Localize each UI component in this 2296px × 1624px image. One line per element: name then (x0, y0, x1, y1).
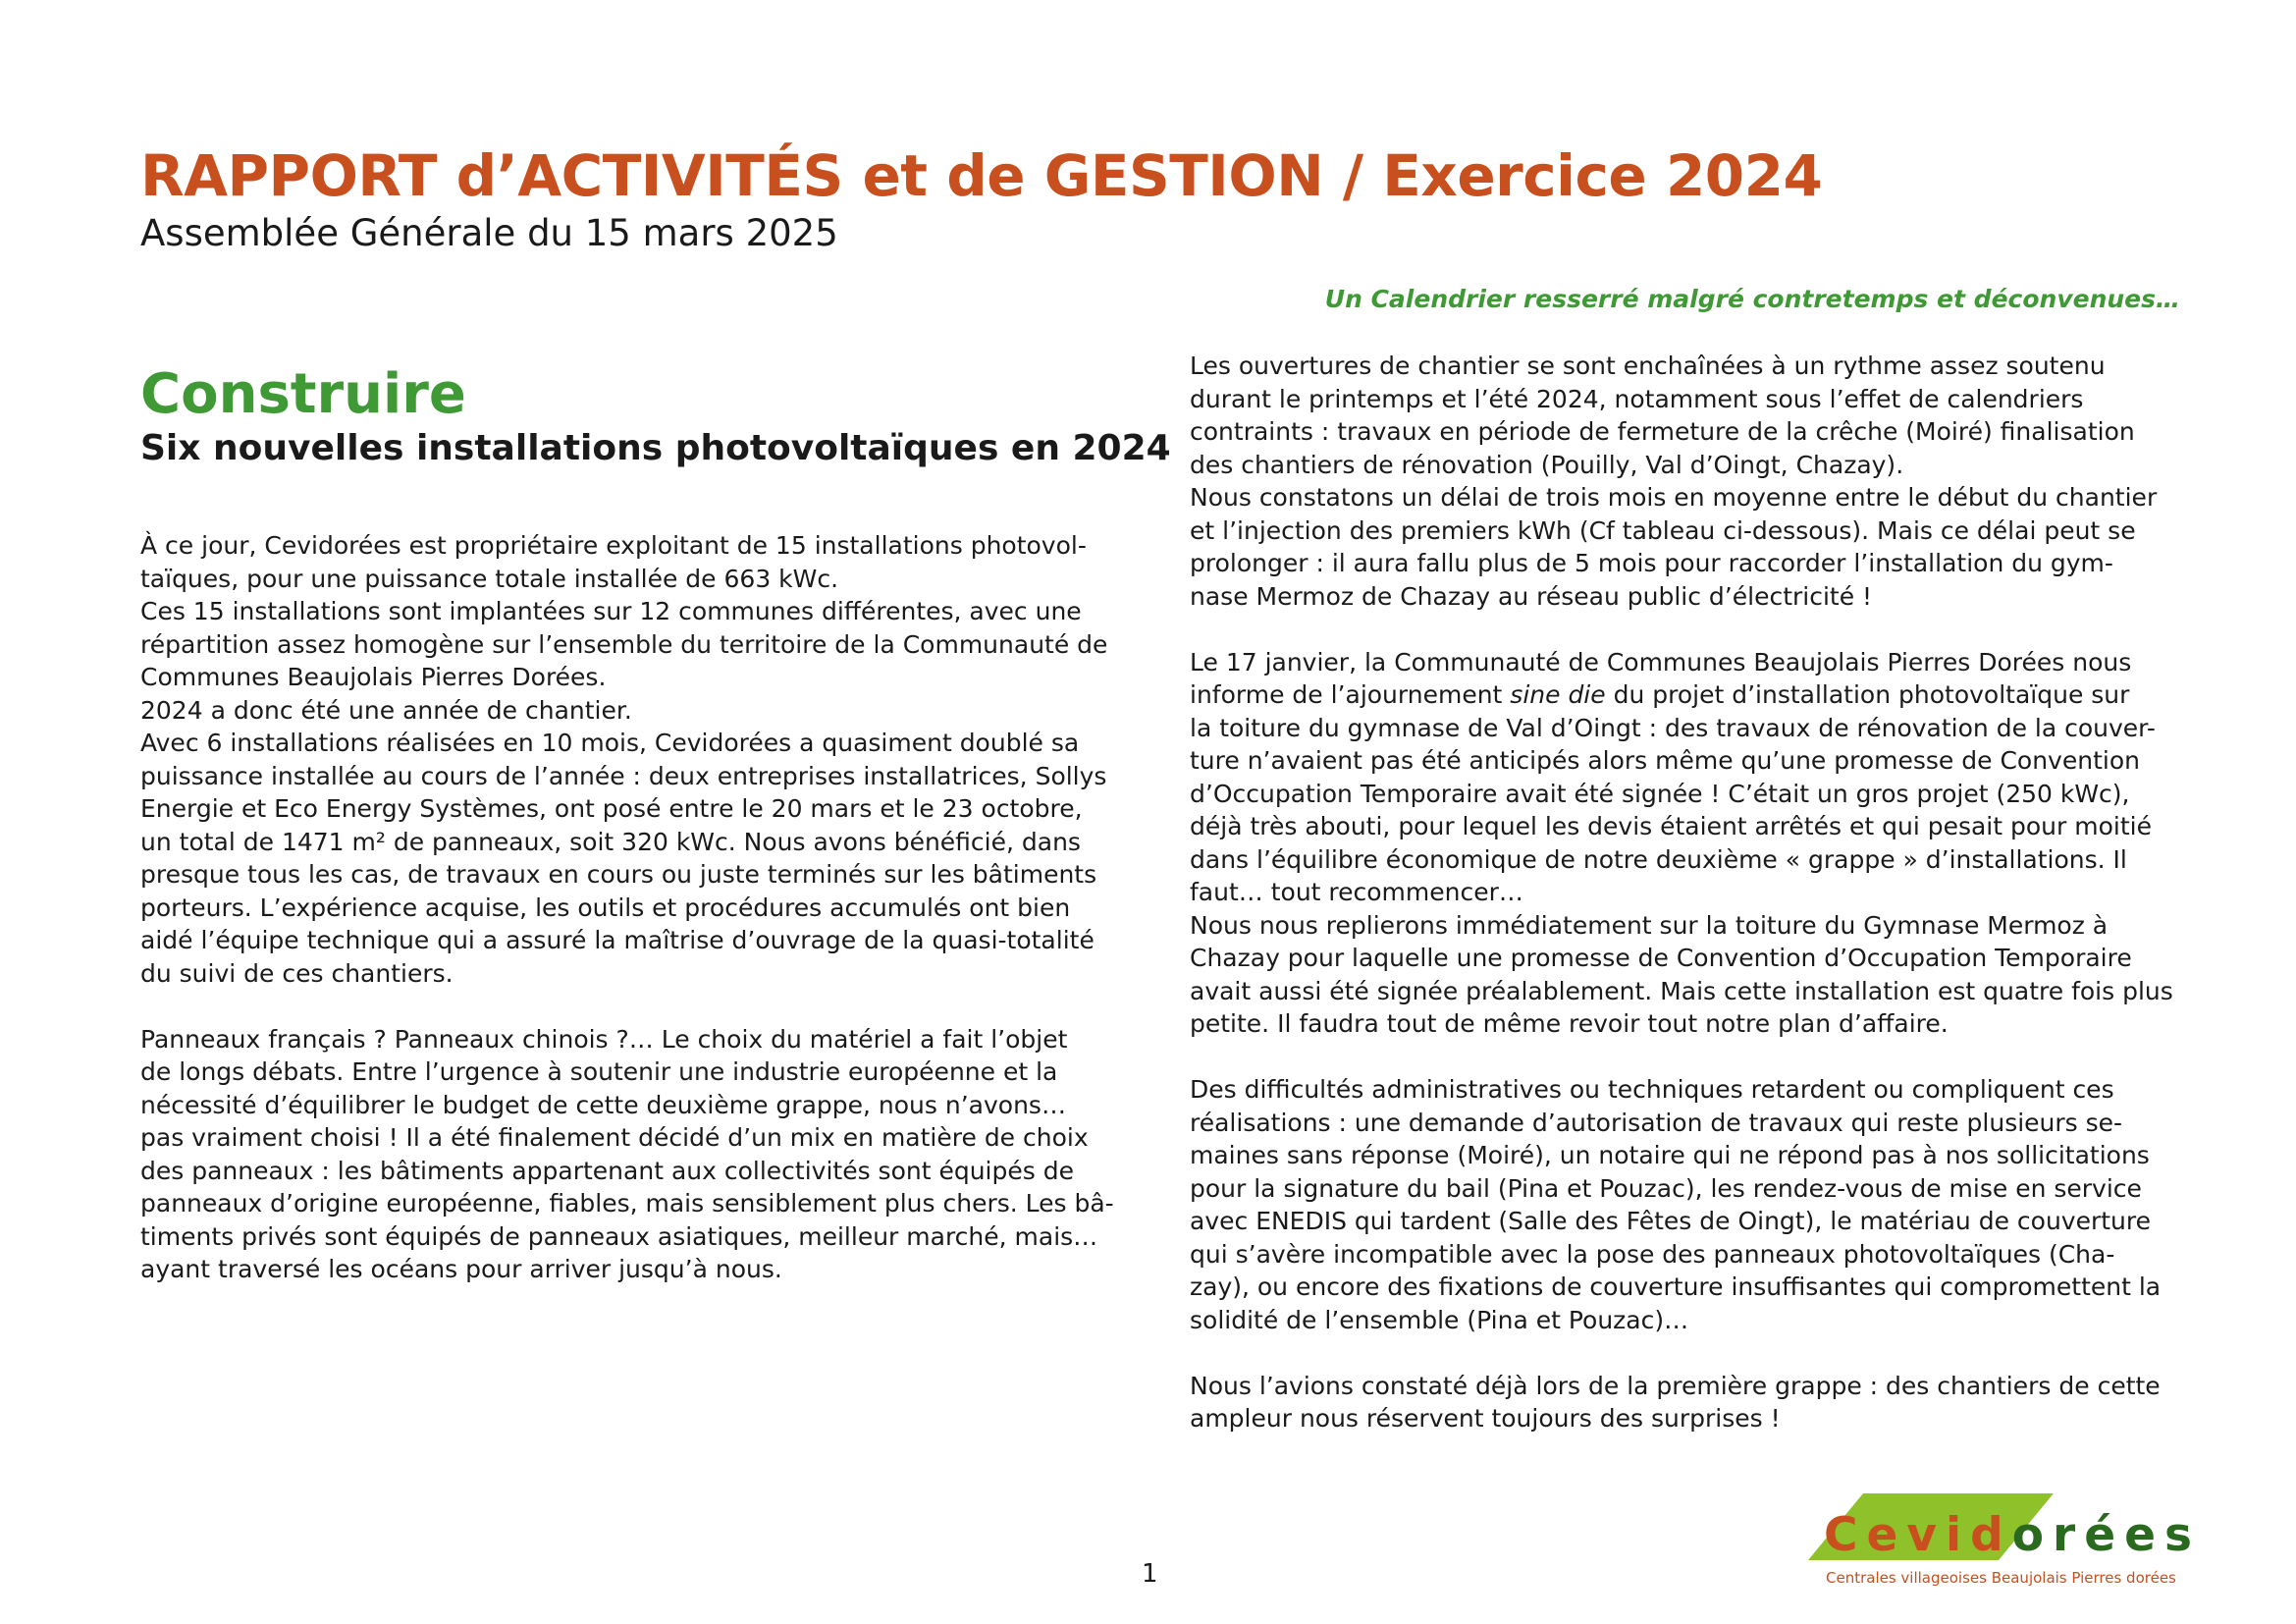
paragraph-gap (1190, 1041, 2176, 1074)
text-line: timents privés sont équipés de panneaux asiatiques, meilleur marché, mais… (140, 1221, 1098, 1251)
text-line: nécessité d’équilibrer le budget de cette deuxième grappe, nous n’avons… (140, 1090, 1066, 1119)
text-line: réalisations : une demande d’autorisation de travaux qui reste plusieurs se- (1190, 1108, 2123, 1137)
text-line: contraints : travaux en période de fermeture de la crêche (Moiré) finalisation (1190, 417, 2135, 446)
text-line: panneaux d’origine européenne, fiables, mais sensiblement plus chers. Les bâ- (140, 1189, 1114, 1218)
right-paragraph-2 (1190, 646, 2176, 1041)
left-paragraph-1 (140, 529, 1127, 990)
text-line: nase Mermoz de Chazay au réseau public d’électricité ! (1190, 581, 1873, 611)
text-line-with-italic (1190, 678, 2176, 712)
right-body-text (1190, 350, 2176, 1435)
text-line: ayant traversé les océans pour arriver jusqu’à nous. (140, 1255, 782, 1284)
text-line: Nous constatons un délai de trois mois en moyenne entre le début du chantier (1190, 483, 2158, 512)
text-line: prolonger : il aura fallu plus de 5 mois pour raccorder l’installation du gym- (1190, 549, 2113, 577)
text-line: puissance installée au cours de l’année : deux entreprises installatrices, Sollys (140, 761, 1107, 790)
text-line: Communes Beaujolais Pierres Dorées. (140, 663, 607, 692)
logo-tagline: Centrales villageoises Beaujolais Pierres dorées (1826, 1569, 2176, 1587)
section-subtitle: Six nouvelles installations photovoltaïques en 2024 (140, 428, 1171, 469)
text-line: Nous nous replierons immédiatement sur la toiture du Gymnase Mermoz à (1190, 910, 2109, 940)
text-line: taïques, pour une puissance totale installée de 663 kWc. (140, 564, 839, 593)
left-body-text (140, 529, 1127, 1286)
text-line: d’Occupation Temporaire avait été signée ! C’était un gros projet (250 kWc), (1190, 779, 2130, 808)
text-line: zay), ou encore des fixations de couverture insuffisantes qui compromettent la (1190, 1272, 2162, 1301)
logo-wordmark (1824, 1508, 2201, 1562)
left-paragraph-2 (140, 1023, 1127, 1286)
text-line: la toiture du gymnase de Val d’Oingt : des travaux de rénovation de la couver- (1190, 713, 2156, 742)
text-line: durant le printemps et l’été 2024, notamment sous l’effet de calendriers (1190, 384, 2084, 413)
text-line: avec ENEDIS qui tardent (Salle des Fêtes de Oingt), le matériau de couverture (1190, 1207, 2152, 1235)
text-line: Energie et Eco Energy Systèmes, ont posé entre le 20 mars et le 23 octobre, (140, 794, 1083, 824)
text-line: Des difficultés administratives ou techniques retardent ou compliquent ces (1190, 1075, 2114, 1104)
text-line: pour la signature du bail (Pina et Pouzac), les rendez-vous de mise en service (1190, 1173, 2142, 1203)
text-line: dans l’équilibre économique de notre deuxième « grappe » d’installations. Il (1190, 844, 2127, 874)
text-line: porteurs. L’expérience acquise, les outils et procédures accumulés ont bien (140, 893, 1071, 922)
text-line: À ce jour, Cevidorées est propriétaire exploitant de 15 installations photovol- (140, 531, 1087, 561)
paragraph-gap (1190, 613, 2176, 646)
text-line: petite. Il faudra tout de même revoir tout notre plan d’affaire. (1190, 1009, 1949, 1038)
text-line: déjà très abouti, pour lequel les devis étaient arrêtés et qui pesait pour moitié (1190, 812, 2152, 840)
text-fragment: du projet d’installation photovoltaïque sur (1605, 680, 2130, 709)
text-line: répartition assez homogène sur l’ensemble du territoire de la Communauté de (140, 629, 1108, 659)
text-line: des chantiers de rénovation (Pouilly, Val d’Oingt, Chazay). (1190, 450, 1904, 479)
text-fragment: informe de l’ajournement (1190, 680, 1511, 709)
text-line: des panneaux : les bâtiments appartenant aux collectivités sont équipés de (140, 1156, 1074, 1185)
text-line: Avec 6 installations réalisées en 10 mois, Cevidorées a quasiment doublé sa (140, 729, 1080, 758)
text-line: un total de 1471 m² de panneaux, soit 320 kWc. Nous avons bénéficié, dans (140, 827, 1081, 856)
text-line: du suivi de ces chantiers. (140, 958, 454, 988)
text-line: ture n’avaient pas été anticipés alors même qu’une promesse de Convention (1190, 746, 2140, 775)
text-line: ampleur nous réservent toujours des surprises ! (1190, 1404, 1781, 1433)
logo-wordmark-part1: Cevid (1824, 1508, 2012, 1562)
text-line: maines sans réponse (Moiré), un notaire qui ne répond pas à nos sollicitations (1190, 1141, 2150, 1169)
text-line: qui s’avère incompatible avec la pose des panneaux photovoltaïques (Cha- (1190, 1239, 2115, 1269)
text-line: aidé l’équipe technique qui a assuré la maîtrise d’ouvrage de la quasi-totalité (140, 926, 1095, 955)
paragraph-gap (140, 990, 1127, 1023)
section-tagline: Un Calendrier resserré malgré contretemps et déconvenues… (1324, 285, 2180, 313)
text-line: 2024 a donc été une année de chantier. (140, 695, 632, 725)
page-number: 1 (1142, 1559, 1158, 1589)
section-title: Construire (140, 362, 466, 426)
left-column (140, 362, 1171, 1286)
logo-wordmark-part2: orées (2011, 1508, 2201, 1562)
text-line: pas vraiment choisi ! Il a été finalement décidé d’un mix en matière de choix (140, 1123, 1089, 1153)
cevidorees-logo (1806, 1488, 2201, 1587)
right-column (1190, 350, 2176, 1435)
text-line: presque tous les cas, de travaux en cours ou juste terminés sur les bâtiments (140, 860, 1097, 890)
text-line: solidité de l’ensemble (Pina et Pouzac)… (1190, 1305, 1689, 1334)
paragraph-gap (1190, 1336, 2176, 1370)
text-line: et l’injection des premiers kWh (Cf tableau ci-dessous). Mais ce délai peut se (1190, 515, 2136, 545)
text-line: Panneaux français ? Panneaux chinois ?… Le choix du matériel a fait l’objet (140, 1024, 1068, 1054)
text-line: Les ouvertures de chantier se sont enchaînées à un rythme assez soutenu (1190, 352, 2106, 380)
text-line: Ces 15 installations sont implantées sur 12 communes différentes, avec une (140, 597, 1082, 626)
text-line: faut… tout recommencer… (1190, 878, 1523, 906)
report-subtitle: Assemblée Générale du 15 mars 2025 (140, 212, 838, 254)
text-line: Nous l’avions constaté déjà lors de la première grappe : des chantiers de cette (1190, 1371, 2161, 1400)
right-paragraph-3 (1190, 1073, 2176, 1336)
right-paragraph-1 (1190, 350, 2176, 613)
text-line: avait aussi été signée préalablement. Mais cette installation est quatre fois plus (1190, 976, 2173, 1005)
text-line: de longs débats. Entre l’urgence à soutenir une industrie européenne et la (140, 1057, 1058, 1087)
right-paragraph-4 (1190, 1370, 2176, 1435)
italic-phrase: sine die (1510, 680, 1606, 709)
report-title: RAPPORT d’ACTIVITÉS et de GESTION / Exercice 2024 (140, 142, 1823, 209)
text-line: Le 17 janvier, la Communauté de Communes Beaujolais Pierres Dorées nous (1190, 647, 2132, 677)
text-line: Chazay pour laquelle une promesse de Convention d’Occupation Temporaire (1190, 944, 2132, 972)
